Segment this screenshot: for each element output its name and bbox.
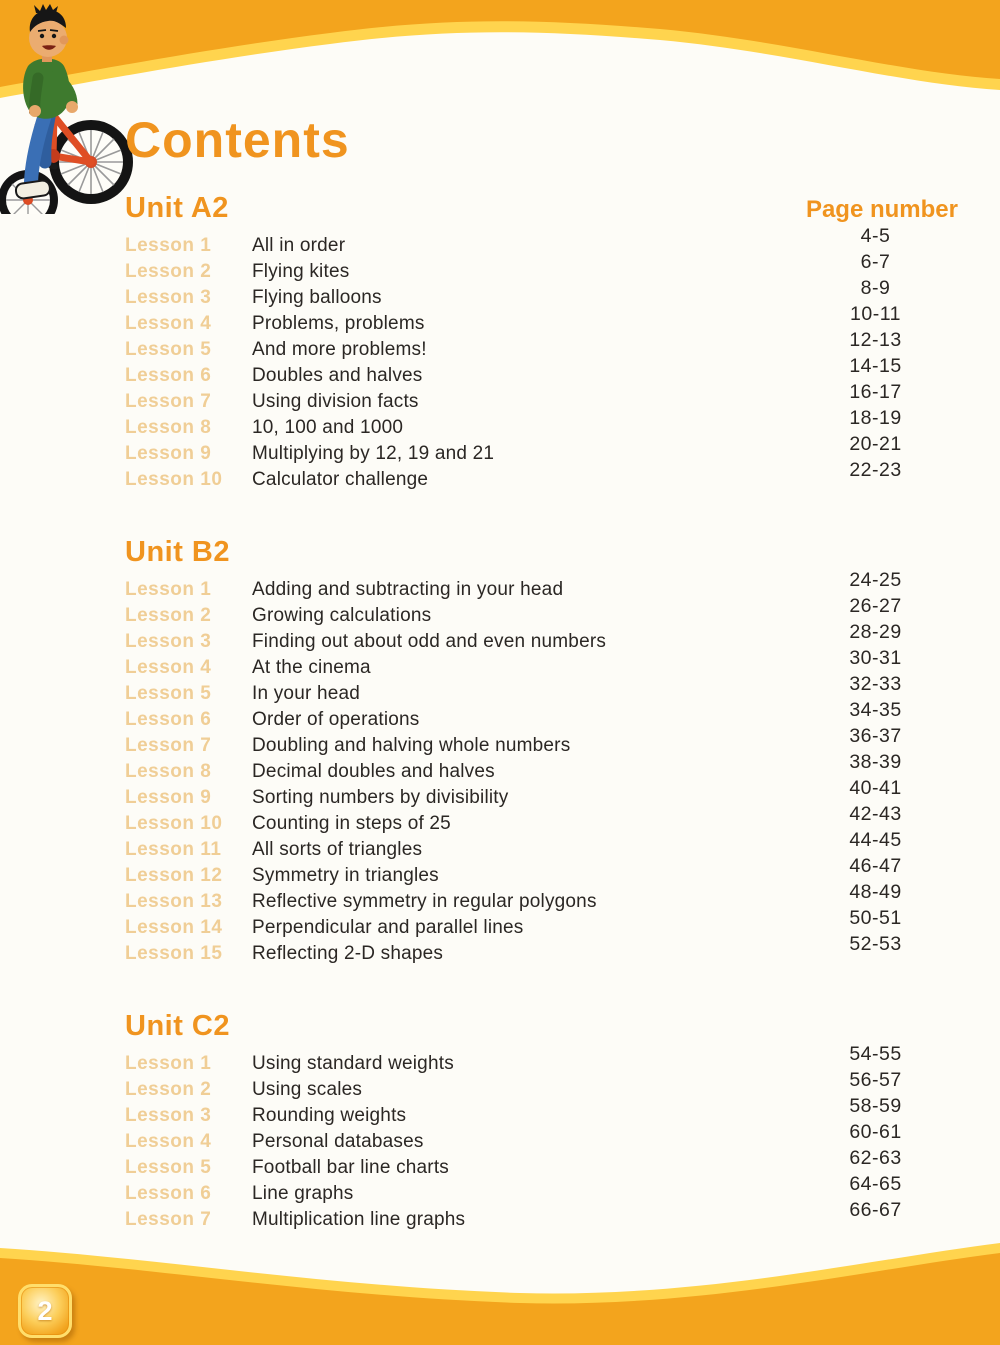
lesson-label: Lesson 8: [125, 761, 212, 782]
lesson-label: Lesson 6: [125, 709, 212, 730]
lesson-title: Sorting numbers by divisibility: [252, 787, 509, 808]
contents-page: [125, 112, 958, 1234]
lesson-title: Using division facts: [252, 391, 419, 412]
lesson-pages: 64-65: [849, 1173, 902, 1195]
lesson-label: Lesson 3: [125, 1105, 212, 1126]
unit-heading: Unit C2: [125, 1010, 230, 1042]
bottom-wave-decoration: [0, 1240, 1000, 1345]
lesson-label: Lesson 7: [125, 735, 212, 756]
lesson-title: Reflecting 2-D shapes: [252, 943, 444, 964]
lesson-pages: 56-57: [849, 1069, 902, 1091]
lesson-title: Perpendicular and parallel lines: [252, 917, 524, 938]
lesson-label: Lesson 2: [125, 261, 212, 282]
lesson-title: Adding and subtracting in your head: [252, 579, 564, 600]
lesson-pages: 12-13: [849, 329, 902, 351]
lesson-row: [125, 933, 958, 968]
lesson-title: Doubling and halving whole numbers: [252, 735, 571, 756]
lesson-label: Lesson 10: [125, 469, 223, 490]
lesson-label: Lesson 4: [125, 657, 212, 678]
lesson-pages: 38-39: [849, 751, 902, 773]
top-wave-decoration: [0, 0, 1000, 118]
page-title: Contents: [125, 112, 350, 168]
lesson-pages: 48-49: [849, 881, 902, 903]
lesson-label: Lesson 2: [125, 1079, 212, 1100]
lesson-title: Doubles and halves: [252, 365, 423, 386]
lesson-pages: 52-53: [849, 933, 902, 955]
lesson-title: Symmetry in triangles: [252, 865, 439, 886]
lesson-title: All in order: [252, 235, 346, 256]
lesson-title: At the cinema: [252, 657, 371, 678]
lesson-title: Line graphs: [252, 1183, 354, 1204]
lesson-label: Lesson 3: [125, 631, 212, 652]
lesson-pages: 18-19: [849, 407, 902, 429]
lesson-label: Lesson 15: [125, 943, 223, 964]
lesson-pages: 50-51: [849, 907, 902, 929]
unit-sections: [125, 192, 958, 1234]
unit-heading: Unit B2: [125, 536, 230, 568]
lesson-label: Lesson 5: [125, 1157, 212, 1178]
lesson-title: Personal databases: [252, 1131, 424, 1152]
lesson-label: Lesson 12: [125, 865, 223, 886]
lesson-label: Lesson 5: [125, 339, 212, 360]
lesson-title: And more problems!: [252, 339, 427, 360]
lesson-pages: 14-15: [849, 355, 902, 377]
lesson-pages: 32-33: [849, 673, 902, 695]
lesson-title: Reflective symmetry in regular polygons: [252, 891, 597, 912]
lesson-title: In your head: [252, 683, 361, 704]
lesson-label: Lesson 4: [125, 313, 212, 334]
unit-heading: Unit A2: [125, 192, 229, 224]
lesson-pages: 30-31: [849, 647, 902, 669]
unit-section: [125, 1010, 958, 1234]
lesson-label: Lesson 5: [125, 683, 212, 704]
lesson-pages: 28-29: [849, 621, 902, 643]
lesson-label: Lesson 10: [125, 813, 223, 834]
lesson-title: Using standard weights: [252, 1053, 454, 1074]
lesson-title: Rounding weights: [252, 1105, 407, 1126]
unit-section: [125, 192, 958, 494]
lesson-label: Lesson 1: [125, 235, 212, 256]
lesson-pages: 42-43: [849, 803, 902, 825]
lesson-title: Multiplying by 12, 19 and 21: [252, 443, 495, 464]
lesson-label: Lesson 3: [125, 287, 212, 308]
lesson-label: Lesson 1: [125, 1053, 212, 1074]
lesson-title: Finding out about odd and even numbers: [252, 631, 607, 652]
lesson-pages: 22-23: [849, 459, 902, 481]
lesson-pages: 16-17: [849, 381, 902, 403]
lesson-pages: 46-47: [849, 855, 902, 877]
lesson-pages: 60-61: [849, 1121, 902, 1143]
lesson-pages: 6-7: [860, 251, 891, 273]
lesson-pages: 40-41: [849, 777, 902, 799]
lesson-title: Multiplication line graphs: [252, 1209, 466, 1230]
lesson-label: Lesson 1: [125, 579, 212, 600]
lesson-pages: 66-67: [849, 1199, 902, 1221]
lesson-label: Lesson 14: [125, 917, 223, 938]
lesson-title: All sorts of triangles: [252, 839, 423, 860]
lesson-title: Growing calculations: [252, 605, 432, 626]
lesson-row: [125, 1199, 958, 1234]
lesson-title: Using scales: [252, 1079, 363, 1100]
page-number-badge: 2: [18, 1284, 72, 1338]
unit-heading-row: [125, 192, 958, 224]
lesson-pages: 8-9: [860, 277, 891, 299]
lesson-pages: 24-25: [849, 569, 902, 591]
lesson-title: Order of operations: [252, 709, 420, 730]
lesson-label: Lesson 4: [125, 1131, 212, 1152]
lesson-label: Lesson 8: [125, 417, 212, 438]
lesson-pages: 54-55: [849, 1043, 902, 1065]
lesson-title: Flying balloons: [252, 287, 382, 308]
lesson-pages: 62-63: [849, 1147, 902, 1169]
lesson-label: Lesson 9: [125, 787, 212, 808]
lesson-title: 10, 100 and 1000: [252, 417, 404, 438]
lesson-pages: 34-35: [849, 699, 902, 721]
lesson-pages: 4-5: [860, 225, 891, 247]
lesson-label: Lesson 6: [125, 1183, 212, 1204]
page-number-column-header: Page number: [805, 196, 958, 223]
lesson-label: Lesson 13: [125, 891, 223, 912]
lesson-title: Counting in steps of 25: [252, 813, 451, 834]
lesson-pages: 36-37: [849, 725, 902, 747]
lesson-title: Problems, problems: [252, 313, 425, 334]
lesson-title: Flying kites: [252, 261, 350, 282]
unit-heading-row: [125, 1010, 958, 1042]
lesson-pages: 10-11: [850, 303, 901, 325]
lesson-title: Decimal doubles and halves: [252, 761, 495, 782]
unit-section: [125, 536, 958, 968]
unit-heading-row: [125, 536, 958, 568]
lesson-label: Lesson 2: [125, 605, 212, 626]
lesson-row: [125, 459, 958, 494]
lesson-pages: 20-21: [849, 433, 902, 455]
lesson-pages: 58-59: [849, 1095, 902, 1117]
boy-on-bike-illustration: [0, 4, 136, 214]
lesson-label: Lesson 7: [125, 391, 212, 412]
lesson-label: Lesson 9: [125, 443, 212, 464]
lesson-title: Football bar line charts: [252, 1157, 450, 1178]
lesson-pages: 26-27: [849, 595, 902, 617]
lesson-label: Lesson 11: [125, 839, 222, 860]
lesson-label: Lesson 7: [125, 1209, 212, 1230]
lesson-label: Lesson 6: [125, 365, 212, 386]
lesson-pages: 44-45: [849, 829, 902, 851]
lesson-title: Calculator challenge: [252, 469, 429, 490]
